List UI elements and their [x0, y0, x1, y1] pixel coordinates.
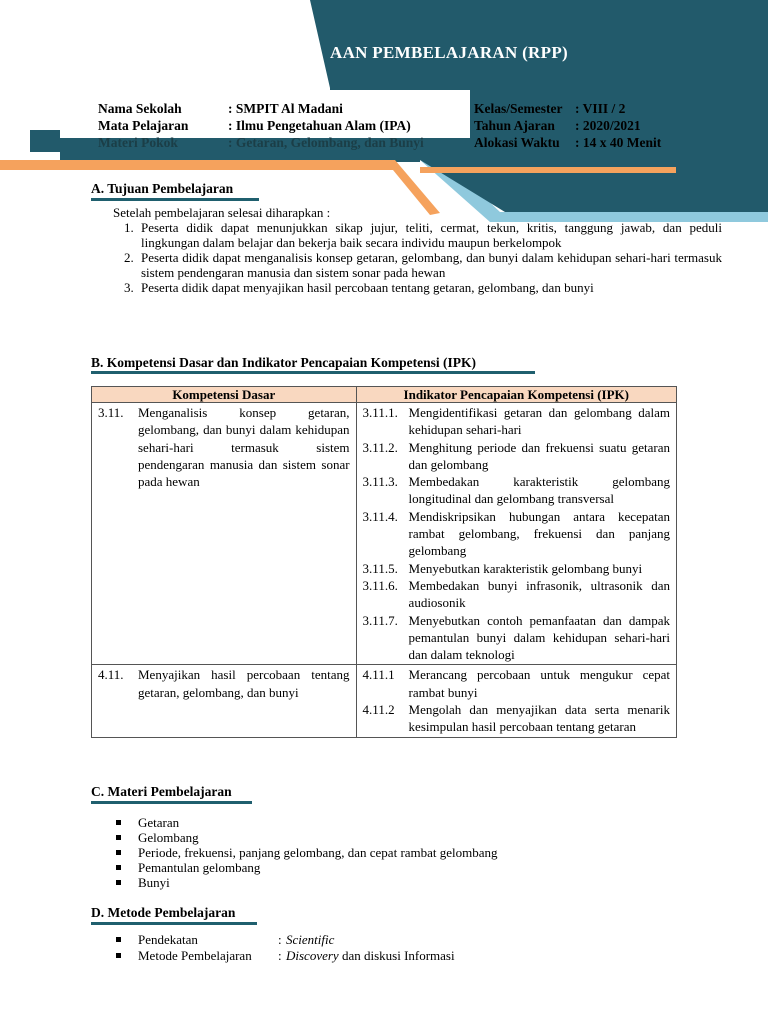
list-item	[113, 948, 455, 963]
ipk-number: 3.11.7.	[362, 612, 398, 628]
competency-table	[91, 386, 677, 738]
info-value: : Ilmu Pengetahuan Alam (IPA)	[228, 118, 411, 133]
ipk-text: Membedakan bunyi infrasonik, ultrasonik dan audiosonik	[408, 577, 670, 611]
list-item: Periode, frekuensi, panjang gelombang, dan cepat rambat gelombang	[113, 845, 498, 860]
info-label: Mata Pelajaran	[98, 118, 189, 133]
ipk-number: 3.11.4.	[362, 508, 398, 524]
ipk-text: Membedakan karakteristik gelombang longitudinal dan gelombang transversal	[408, 474, 670, 507]
method-colon: :	[278, 932, 282, 947]
ipk-text: Merancang percobaan untuk mengukur cepat rambat bunyi	[408, 667, 670, 700]
ipk-text: Mengolah dan menyajikan data serta menarik kesimpulan hasil percobaan tentang getaran	[408, 702, 670, 735]
ipk-number: 3.11.6.	[362, 577, 398, 593]
school-info-left	[98, 100, 424, 151]
method-label: Metode Pembelajaran	[138, 948, 252, 963]
info-label: Alokasi Waktu	[474, 135, 560, 150]
table-row	[92, 403, 677, 665]
ipk-number: 3.11.3.	[362, 474, 398, 490]
orange-line-right	[420, 167, 676, 173]
section-a-underline	[91, 198, 259, 201]
section-d-title: D. Metode Pembelajaran	[91, 905, 236, 920]
section-c-underline	[91, 801, 252, 804]
ipk-number: 3.11.5.	[362, 560, 398, 576]
ipk-number: 3.11.2.	[362, 439, 398, 455]
info-value: : VIII / 2	[575, 101, 626, 116]
section-b-title: B. Kompetensi Dasar dan Indikator Pencapaian Kompetensi (IPK)	[91, 355, 477, 370]
list-item	[113, 932, 455, 947]
section-c-title: C. Materi Pembelajaran	[91, 784, 232, 799]
section-d-underline	[91, 922, 257, 925]
ipk-text: Mengidentifikasi getaran dan gelombang dalam kehidupan sehari-hari	[408, 405, 670, 438]
kd-cell	[92, 403, 357, 665]
ipk-cell	[356, 665, 676, 737]
section-a-intro: Setelah pembelajaran selesai diharapkan :	[113, 205, 331, 220]
ipk-number: 3.11.1.	[362, 405, 398, 420]
info-label: Tahun Ajaran	[474, 118, 555, 133]
list-item: Getaran	[113, 815, 498, 830]
info-label: Nama Sekolah	[98, 101, 182, 116]
section-b-underline	[91, 371, 535, 374]
info-label: Materi Pokok	[98, 135, 178, 150]
methods-list	[113, 932, 455, 963]
school-info-right	[474, 100, 661, 151]
method-value-italic: Scientific	[286, 932, 335, 947]
kd-number: 4.11.	[98, 667, 124, 683]
kd-text: Menganalisis konsep getaran, gelombang, dan bunyi dalam kehidupan sehari-hari termasuk sistem pendengaran manusia dan sistem sonar pada hewan	[138, 405, 350, 490]
objectives-list	[91, 220, 722, 295]
kd-number: 3.11.	[98, 405, 124, 420]
section-a-title: A. Tujuan Pembelajaran	[91, 181, 234, 196]
kd-text: Menyajikan hasil percobaan tentang getaran, gelombang, dan bunyi	[138, 667, 350, 700]
info-label: Kelas/Semester	[474, 101, 563, 116]
info-value: : Getaran, Gelombang, dan Bunyi	[228, 135, 424, 150]
list-item: 1. Peserta didik dapat menunjukkan sikap jujur, teliti, cermat, tekun, kritis, tanggung jawab, dan peduli lingkungan dalam belajar dan bekerja baik secara individu maupun berkelompok	[137, 220, 722, 250]
ipk-cell	[356, 403, 676, 665]
table-row	[92, 665, 677, 737]
info-value: : 14 x 40 Menit	[575, 135, 662, 150]
table-header: Kompetensi Dasar	[92, 387, 357, 403]
method-label: Pendekatan	[138, 932, 198, 947]
ipk-text: Menyebutkan contoh pemanfaatan dan dampak pemantulan bunyi dalam kehidupan sehari-hari dan dalam teknologi	[408, 612, 670, 663]
ipk-text: Menghitung periode dan frekuensi suatu getaran dan gelombang	[408, 439, 670, 472]
method-value-italic: Discovery	[286, 948, 339, 963]
info-value: : 2020/2021	[575, 118, 641, 133]
materials-list	[113, 815, 498, 890]
table-header: Indikator Pencapaian Kompetensi (IPK)	[356, 387, 676, 403]
kd-cell	[92, 665, 357, 737]
method-colon: :	[278, 948, 282, 963]
ipk-number: 4.11.2	[362, 702, 395, 718]
document-title: AAN PEMBELAJARAN (RPP)	[330, 43, 568, 62]
ipk-number: 4.11.1	[362, 667, 395, 683]
list-item: Pemantulan gelombang	[113, 860, 498, 875]
list-item: 3. Peserta didik dapat menyajikan hasil percobaan tentang getaran, gelombang, dan bunyi	[137, 280, 722, 295]
list-item: Gelombang	[113, 830, 498, 845]
list-item: Bunyi	[113, 875, 498, 890]
info-value: : SMPIT Al Madani	[228, 101, 343, 116]
list-item: 2. Peserta didik dapat menganalisis konsep getaran, gelombang, dan bunyi dalam kehidupan sehari-hari termasuk sistem pendengaran manusia dan sistem sonar pada hewan	[137, 250, 722, 280]
method-value: dan diskusi Informasi	[338, 948, 455, 963]
ipk-text: Mendiskripsikan hubungan antara kecepatan rambat gelombang, frekuensi dan panjang gelombang	[408, 508, 670, 559]
ipk-text: Menyebutkan karakteristik gelombang bunyi	[408, 560, 643, 576]
